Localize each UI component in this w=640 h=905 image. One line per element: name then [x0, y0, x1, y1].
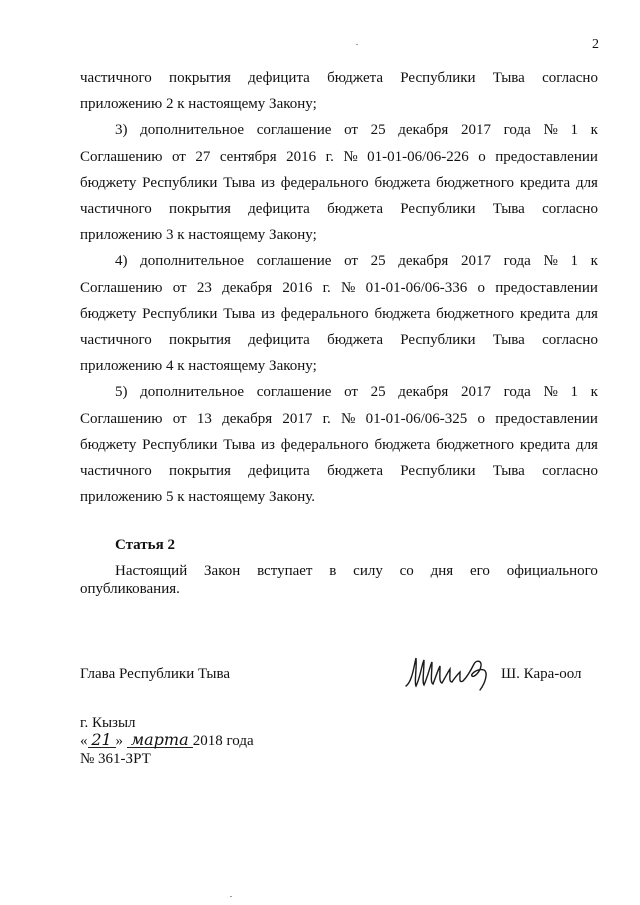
- word: бюджета: [327, 332, 384, 348]
- word: покрытия: [169, 463, 231, 479]
- word: официального: [506, 563, 598, 579]
- word: дефицита: [248, 201, 310, 217]
- word: бюджетного: [436, 174, 515, 191]
- word: №: [543, 253, 558, 270]
- word: Республики: [142, 305, 218, 322]
- word: о: [478, 148, 486, 165]
- word: федерального: [280, 436, 369, 453]
- word: дополнительное: [140, 122, 245, 139]
- word: соглашение: [256, 384, 332, 401]
- body-line: [80, 279, 598, 297]
- word: в: [329, 563, 337, 579]
- word: покрытия: [169, 70, 231, 86]
- word: Соглашению: [80, 148, 163, 165]
- date-year: 2018 года: [192, 733, 254, 749]
- word: из: [261, 174, 275, 191]
- word: бюджета: [327, 70, 384, 86]
- word: 23: [196, 279, 212, 296]
- word: 2016: [286, 148, 317, 165]
- word: 01-01-06/06-226: [367, 148, 469, 165]
- word: Республики: [142, 174, 218, 191]
- body-line: [80, 462, 598, 480]
- word: от: [344, 253, 358, 270]
- word: со: [399, 563, 414, 579]
- word: дополнительное: [140, 384, 245, 401]
- word: 25: [370, 122, 386, 139]
- word: покрытия: [169, 201, 231, 217]
- word: года: [503, 253, 531, 270]
- word: бюджету: [80, 305, 137, 322]
- body-line: [115, 252, 598, 270]
- word: декабря: [222, 410, 273, 427]
- word: федерального: [280, 174, 369, 191]
- body-line: [80, 331, 598, 349]
- word: силу: [353, 563, 383, 579]
- article-2-line: [115, 562, 598, 580]
- word: для: [575, 305, 598, 322]
- word: от: [344, 122, 358, 139]
- page-number: 2: [592, 37, 599, 52]
- word: Республики: [400, 201, 476, 217]
- word: бюджетного: [436, 436, 515, 453]
- word: вступает: [257, 563, 313, 579]
- date-month-handwritten: марта: [127, 733, 193, 748]
- body-line: [115, 121, 598, 139]
- word: его: [469, 563, 490, 579]
- word: Тыва: [492, 463, 525, 479]
- word: от: [172, 410, 187, 427]
- word: №: [341, 279, 356, 296]
- word: сентября: [219, 148, 277, 165]
- word: года: [503, 384, 531, 401]
- word: 3): [115, 122, 128, 139]
- word: частичного: [80, 463, 152, 479]
- word: Тыва: [492, 70, 525, 86]
- word: кредита: [519, 174, 571, 191]
- body-line: приложению 3 к настоящему Закону;: [80, 227, 317, 244]
- word: Тыва: [492, 332, 525, 348]
- word: предоставлении: [495, 410, 598, 427]
- body-line: [80, 174, 598, 192]
- word: к: [590, 253, 598, 270]
- word: №: [543, 122, 558, 139]
- word: бюджета: [327, 201, 384, 217]
- word: г.: [322, 410, 331, 427]
- signatory-title: Глава Республики Тыва: [80, 666, 231, 682]
- word: 13: [196, 410, 212, 427]
- date-day-handwritten: 21: [88, 733, 116, 748]
- word: кредита: [519, 436, 571, 453]
- body-line: [115, 383, 598, 401]
- word: о: [477, 279, 485, 296]
- word: 2017: [460, 253, 491, 270]
- word: для: [575, 436, 598, 453]
- word: дефицита: [248, 463, 310, 479]
- word: 27: [195, 148, 211, 165]
- date-close-quote: »: [115, 733, 123, 749]
- body-line: [80, 436, 598, 454]
- word: Тыва: [223, 436, 256, 453]
- word: Республики: [142, 436, 218, 453]
- word: из: [261, 305, 275, 322]
- word: Республики: [400, 70, 476, 86]
- word: Республики: [400, 463, 476, 479]
- article-2-line: опубликования.: [80, 581, 180, 597]
- word: кредита: [519, 305, 571, 322]
- word: от: [344, 384, 358, 401]
- law-number: № 361-ЗРТ: [80, 751, 151, 767]
- word: 2016: [282, 279, 313, 296]
- article-2-heading: Статья 2: [115, 537, 175, 553]
- word: бюджета: [327, 463, 384, 479]
- word: от: [172, 279, 187, 296]
- word: 01-01-06/06-336: [365, 279, 468, 296]
- word: 1: [570, 122, 578, 139]
- scan-speck: [356, 44, 358, 45]
- word: 01-01-06/06-325: [365, 410, 468, 427]
- word: 25: [370, 253, 386, 270]
- word: 1: [570, 384, 578, 401]
- word: из: [261, 436, 275, 453]
- word: к: [590, 122, 598, 139]
- word: покрытия: [169, 332, 231, 348]
- word: Тыва: [492, 201, 525, 217]
- word: 2017: [282, 410, 313, 427]
- word: Настоящий: [115, 563, 188, 579]
- signatory-name: Ш. Кара-оол: [501, 666, 582, 682]
- word: дополнительное: [140, 253, 245, 270]
- scan-speck: [230, 896, 232, 897]
- word: согласно: [542, 70, 598, 86]
- word: 25: [370, 384, 386, 401]
- word: соглашение: [256, 253, 332, 270]
- word: Закон: [204, 563, 241, 579]
- word: бюджета: [374, 436, 431, 453]
- word: 4): [115, 253, 128, 270]
- body-line: приложению 4 к настоящему Закону;: [80, 358, 317, 375]
- word: 2017: [460, 384, 491, 401]
- word: согласно: [542, 201, 598, 217]
- body-line: приложению 2 к настоящему Закону;: [80, 96, 317, 113]
- word: бюджета: [374, 174, 431, 191]
- word: предоставлении: [495, 148, 598, 165]
- handwritten-signature: [402, 652, 496, 694]
- body-line: [80, 305, 598, 323]
- word: бюджету: [80, 436, 137, 453]
- word: согласно: [542, 463, 598, 479]
- word: 2017: [460, 122, 491, 139]
- word: 1: [570, 253, 578, 270]
- word: декабря: [222, 279, 273, 296]
- word: предоставлении: [495, 279, 598, 296]
- body-line: приложению 5 к настоящему Закону.: [80, 489, 316, 506]
- word: г.: [322, 279, 331, 296]
- word: Соглашению: [80, 410, 163, 427]
- word: Тыва: [223, 305, 256, 322]
- word: №: [341, 410, 356, 427]
- body-line: [80, 200, 598, 218]
- word: от: [172, 148, 186, 165]
- body-line: [80, 69, 598, 87]
- word: о: [477, 410, 485, 427]
- word: федерального: [280, 305, 369, 322]
- word: Республики: [400, 332, 476, 348]
- word: дефицита: [248, 332, 310, 348]
- body-line: [80, 148, 598, 166]
- word: согласно: [542, 332, 598, 348]
- word: декабря: [398, 253, 449, 270]
- word: 5): [115, 384, 128, 401]
- word: №: [343, 148, 358, 165]
- word: к: [590, 384, 598, 401]
- word: частичного: [80, 332, 152, 348]
- word: декабря: [398, 122, 449, 139]
- word: частичного: [80, 201, 152, 217]
- word: дня: [430, 563, 454, 579]
- word: бюджетного: [436, 305, 515, 322]
- signing-date: [80, 732, 254, 750]
- word: г.: [325, 148, 334, 165]
- word: частичного: [80, 70, 152, 86]
- word: Соглашению: [80, 279, 163, 296]
- word: бюджету: [80, 174, 137, 191]
- word: для: [575, 174, 598, 191]
- word: Тыва: [223, 174, 256, 191]
- place-of-signing: г. Кызыл: [80, 715, 136, 731]
- word: года: [503, 122, 531, 139]
- word: соглашение: [256, 122, 332, 139]
- date-open-quote: «: [80, 733, 88, 749]
- word: дефицита: [248, 70, 310, 86]
- word: №: [543, 384, 558, 401]
- word: бюджета: [374, 305, 431, 322]
- body-line: [80, 410, 598, 428]
- word: декабря: [398, 384, 449, 401]
